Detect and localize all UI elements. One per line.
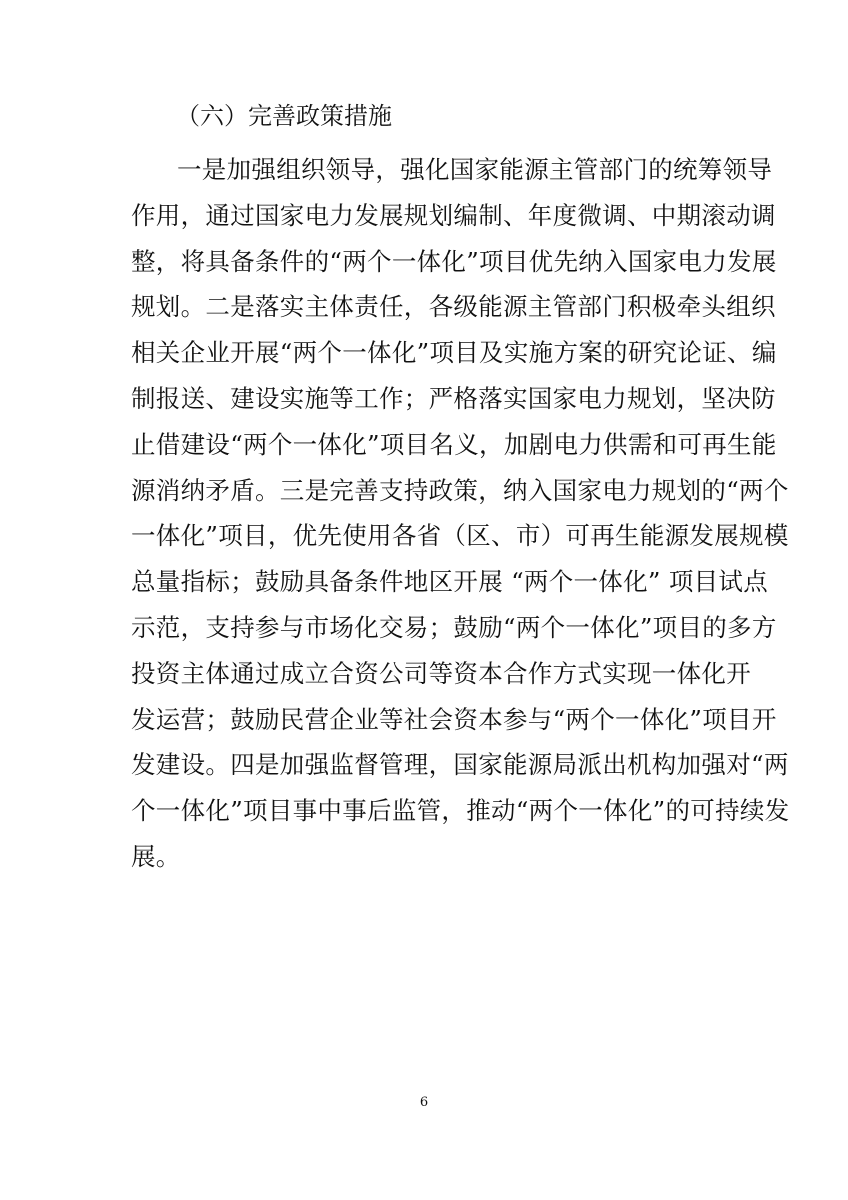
paragraph-line: 示范，支持参与市场化交易；鼓励“两个一体化”项目的多方	[131, 612, 777, 642]
paragraph-line: 总量指标；鼓励具备条件地区开展 “两个一体化” 项目试点	[131, 567, 769, 597]
paragraph-line: 相关企业开展“两个一体化”项目及实施方案的研究论证、编	[131, 338, 777, 368]
paragraph-line: 整，将具备条件的“两个一体化”项目优先纳入国家电力发展	[131, 246, 777, 276]
paragraph-line: 投资主体通过成立合资公司等资本合作方式实现一体化开	[131, 658, 751, 688]
paragraph-line: 源消纳矛盾。三是完善支持政策，纳入国家电力规划的“两个	[131, 475, 789, 505]
paragraph-line: 个一体化”项目事中事后监管，推动“两个一体化”的可持续发	[131, 796, 790, 826]
page-number: 6	[419, 1095, 429, 1110]
paragraph-line: 一体化”项目，优先使用各省（区、市）可再生能源发展规模	[131, 521, 789, 551]
paragraph-line: 作用，通过国家电力发展规划编制、年度微调、中期滚动调	[131, 200, 776, 230]
paragraph-line: 规划。二是落实主体责任，各级能源主管部门积极牵头组织	[131, 292, 776, 322]
paragraph-line: 一是加强组织领导，强化国家能源主管部门的统筹领导	[177, 155, 773, 184]
paragraph-line: 发运营；鼓励民营企业等社会资本参与“两个一体化”项目开	[131, 704, 777, 734]
section-heading: （六）完善政策措施	[176, 102, 392, 130]
paragraph-line: 止借建设“两个一体化”项目名义，加剧电力供需和可再生能	[131, 429, 777, 459]
paragraph-line: 制报送、建设实施等工作；严格落实国家电力规划，坚决防	[131, 383, 776, 413]
body-paragraph	[131, 147, 790, 880]
paragraph-line: 展。	[131, 841, 181, 871]
paragraph-line: 发建设。四是加强监督管理，国家能源局派出机构加强对“两	[131, 750, 789, 780]
